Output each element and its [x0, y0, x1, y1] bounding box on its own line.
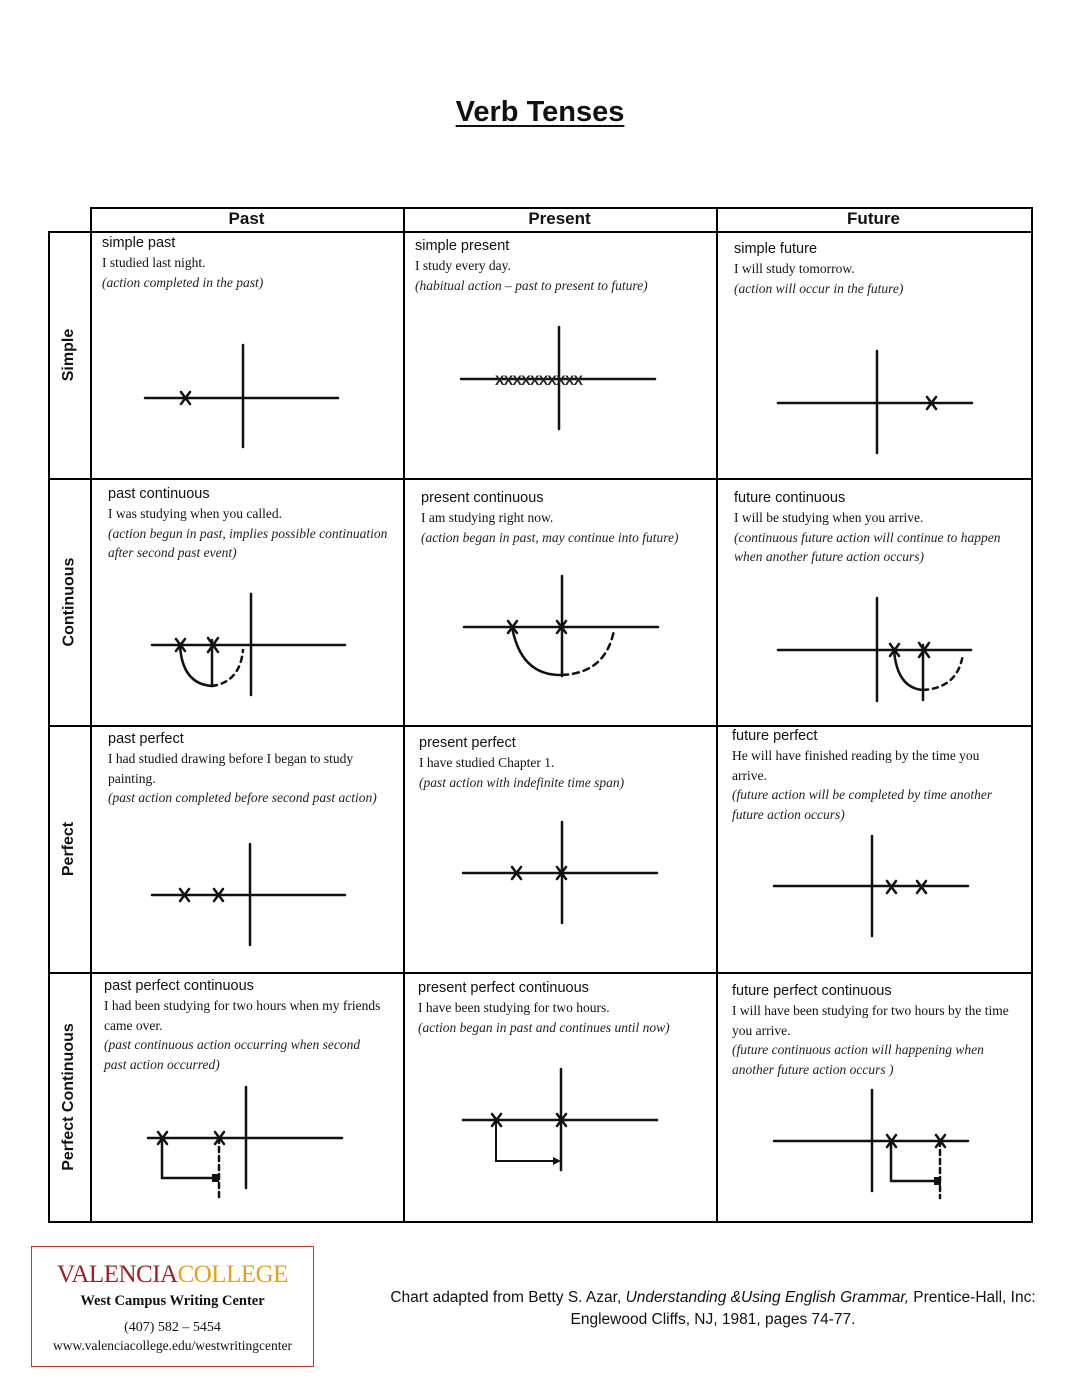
cell-present-perfect: [403, 725, 716, 972]
row-header-perfect-continuous: Perfect Continuous: [60, 1022, 77, 1171]
page-title: Verb Tenses: [455, 96, 625, 128]
tense-name: simple future: [734, 241, 818, 257]
cell-simple-future: [716, 231, 1031, 478]
writing-center-name: West Campus Writing Center: [80, 1293, 265, 1309]
tense-example: I will study tomorrow.: [734, 261, 855, 276]
tense-example: I study every day.: [415, 258, 511, 273]
timeline-diagram: [716, 972, 1031, 1221]
cell-past-perfect: [90, 725, 403, 972]
row-header-perfect: Perfect: [60, 821, 77, 876]
timeline-diagram: [716, 478, 1031, 725]
tense-note: (action will occur in the future): [734, 280, 904, 296]
column-header-future: Future: [847, 209, 900, 228]
grid-line: [48, 1221, 1033, 1223]
tense-example: He will have finished reading by the time you arrive.: [732, 748, 980, 783]
row-header-continuous: Continuous: [60, 557, 77, 646]
cell-future-perfect-continuous: [716, 972, 1031, 1221]
cell-past-continuous: [90, 478, 403, 725]
tense-name: simple present: [415, 238, 510, 254]
tense-note: (past continuous action occurring when second past action occurred): [104, 1037, 361, 1072]
tense-name: present perfect: [419, 735, 516, 751]
tense-note: (action began in past and continues until now): [418, 1019, 670, 1035]
cell-simple-present: [403, 231, 716, 478]
timeline-diagram: [716, 725, 1031, 972]
tense-example: I will have been studying for two hours by the time you arrive.: [732, 1003, 1009, 1038]
tense-name: past perfect continuous: [104, 978, 254, 994]
column-header-past: Past: [228, 209, 265, 228]
timeline-diagram: [403, 231, 716, 478]
tense-note: (continuous future action will continue to happen when another future action occurs): [734, 529, 1001, 564]
valencia-college-logo: [31, 1246, 314, 1367]
tense-name: future continuous: [734, 490, 846, 506]
timeline-diagram: [403, 972, 716, 1221]
tense-note: (action began in past, may continue into future): [421, 529, 679, 545]
tense-note: (past action with indefinite time span): [419, 774, 625, 790]
tense-example: I am studying right now.: [421, 510, 554, 525]
tense-example: I had been studying for two hours when my friends came over.: [104, 998, 381, 1033]
tense-example: I have been studying for two hours.: [418, 1000, 610, 1015]
tense-name: present perfect continuous: [418, 980, 589, 996]
tense-name: future perfect: [732, 728, 818, 744]
column-header-present: Present: [528, 209, 591, 228]
tense-note: (action completed in the past): [102, 274, 264, 290]
tense-name: simple past: [102, 235, 176, 251]
timeline-diagram: [403, 478, 716, 725]
cell-future-perfect: [716, 725, 1031, 972]
timeline-diagram: [90, 478, 403, 725]
tense-note: (habitual action – past to present to future): [415, 277, 648, 293]
timeline-diagram: [403, 725, 716, 972]
tense-note: (action begun in past, implies possible continuation after second past event): [108, 525, 388, 560]
cell-past-perfect-continuous: [90, 972, 403, 1221]
website-url: www.valenciacollege.edu/westwritingcenter: [52, 1338, 293, 1353]
phone-number: (407) 582 – 5454: [124, 1320, 221, 1335]
cell-simple-past: [90, 231, 403, 478]
timeline-diagram: [90, 231, 403, 478]
tense-note: (future action will be completed by time another future action occurs): [732, 787, 993, 822]
tense-example: I was studying when you called.: [108, 506, 282, 521]
tense-example: I have studied Chapter 1.: [419, 755, 555, 770]
tense-name: past continuous: [108, 486, 210, 502]
tense-name: past perfect: [108, 731, 184, 747]
tense-note: (past action completed before second past action): [108, 790, 377, 805]
grid-line: [1031, 207, 1033, 1222]
brand-wordmark: VALENCIACOLLEGE: [57, 1261, 288, 1288]
repeated-action-marks: XXXXXXXXXX: [495, 372, 583, 388]
cell-present-continuous: [403, 478, 716, 725]
source-citation: Chart adapted from Betty S. Azar, Understanding &Using English Grammar, Prentice-Hall, Inc: Englewood Cliffs, NJ, 1981, pages 74-77.: [390, 1289, 1036, 1328]
book-title: Understanding &Using English Grammar,: [625, 1289, 909, 1306]
row-header-simple: Simple: [60, 328, 77, 381]
tense-example: I studied last night.: [102, 255, 206, 270]
cell-future-continuous: [716, 478, 1031, 725]
timeline-diagram: [716, 231, 1031, 478]
tense-example: I had studied drawing before I began to study painting.: [108, 751, 354, 786]
timeline-diagram: [90, 972, 403, 1221]
tense-name: future perfect continuous: [732, 983, 892, 999]
tense-name: present continuous: [421, 490, 544, 506]
tense-example: I will be studying when you arrive.: [734, 510, 924, 525]
tense-note: (future continuous action will happening when another future action occurs ): [732, 1042, 984, 1077]
cell-present-perfect-continuous: [403, 972, 716, 1221]
timeline-diagram: [90, 725, 403, 972]
